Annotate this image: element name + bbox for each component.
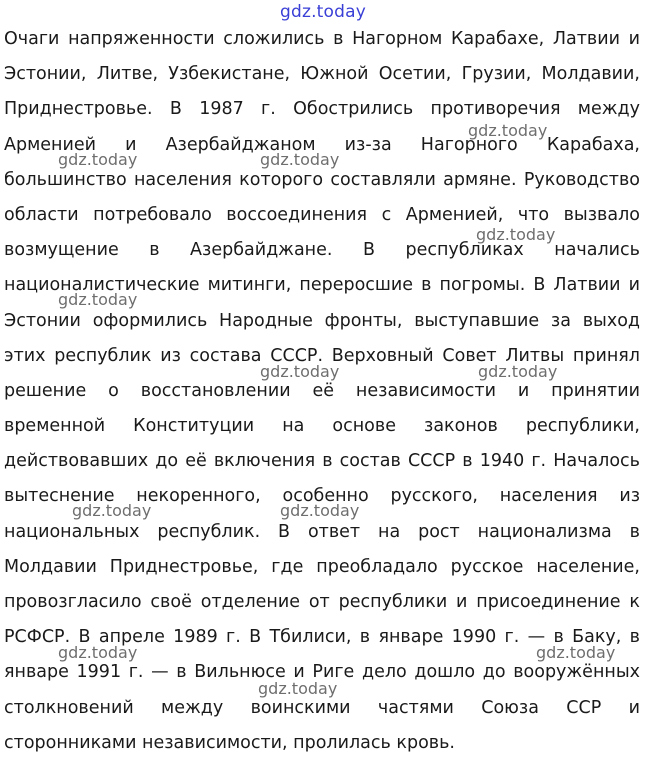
watermark: gdz.today bbox=[260, 362, 340, 381]
watermark: gdz.today bbox=[58, 290, 138, 309]
watermark: gdz.today bbox=[468, 121, 548, 140]
text-line: Эстонии оформились Народные фронты, выступавшие за выход bbox=[4, 310, 640, 331]
text-line: возмущение в Азербайджане. В республиках начались bbox=[4, 240, 640, 261]
watermark-header: gdz.today bbox=[279, 2, 367, 22]
text-line: столкновений между воинскими частями Союза ССР и bbox=[4, 697, 640, 718]
watermark: gdz.today bbox=[536, 643, 616, 662]
text-line: сторонниками независимости, пролилась кровь. bbox=[4, 732, 455, 753]
text-line: временной Конституции на основе законов республики, bbox=[4, 416, 640, 437]
text-line: вытеснение некоренного, особенно русского, населения из bbox=[4, 486, 640, 507]
text-line: этих республик из состава СССР. Верховный Совет Литвы принял bbox=[4, 345, 640, 366]
watermark: gdz.today bbox=[72, 501, 152, 520]
text-line: националистические митинги, переросшие в погромы. В Латвии и bbox=[4, 275, 640, 296]
text-line: Молдавии Приднестровье, где преобладало русское население, bbox=[4, 556, 640, 577]
text-line: РСФСР. В апреле 1989 г. В Тбилиси, в январе 1990 г. — в Баку, в bbox=[4, 627, 640, 648]
watermark: gdz.today bbox=[58, 150, 138, 169]
text-line: Очаги напряженности сложились в Нагорном Карабахе, Латвии и bbox=[4, 29, 640, 49]
watermark: gdz.today bbox=[280, 501, 360, 520]
text-line: области потребовало воссоединения с Арменией, что вызвало bbox=[4, 204, 640, 225]
text-line: большинство населения которого составляли армяне. Руководство bbox=[4, 169, 640, 190]
watermark: gdz.today bbox=[476, 225, 556, 244]
text-line: Приднестровье. В 1987 г. Обострились противоречия между bbox=[4, 99, 640, 120]
text-line: действовавших до её включения в состав СССР в 1940 г. Началось bbox=[4, 451, 640, 472]
text-line: Арменией и Азербайджаном из-за Нагорного Карабаха, bbox=[4, 134, 640, 155]
text-line: провозгласило своё отделение от республики и присоединение к bbox=[4, 592, 640, 612]
text-line: январе 1991 г. — в Вильнюсе и Риге дело дошло до вооружённых bbox=[4, 662, 640, 683]
text-line: решение о восстановлении её независимости и принятии bbox=[4, 380, 640, 401]
watermark: gdz.today bbox=[258, 679, 338, 698]
watermark: gdz.today bbox=[58, 643, 138, 662]
text-line: национальных республик. В ответ на рост национализма в bbox=[4, 521, 640, 542]
text-line: Эстонии, Литве, Узбекистане, Южной Осетии, Грузии, Молдавии, bbox=[4, 64, 640, 85]
watermark: gdz.today bbox=[478, 362, 558, 381]
watermark: gdz.today bbox=[260, 150, 340, 169]
